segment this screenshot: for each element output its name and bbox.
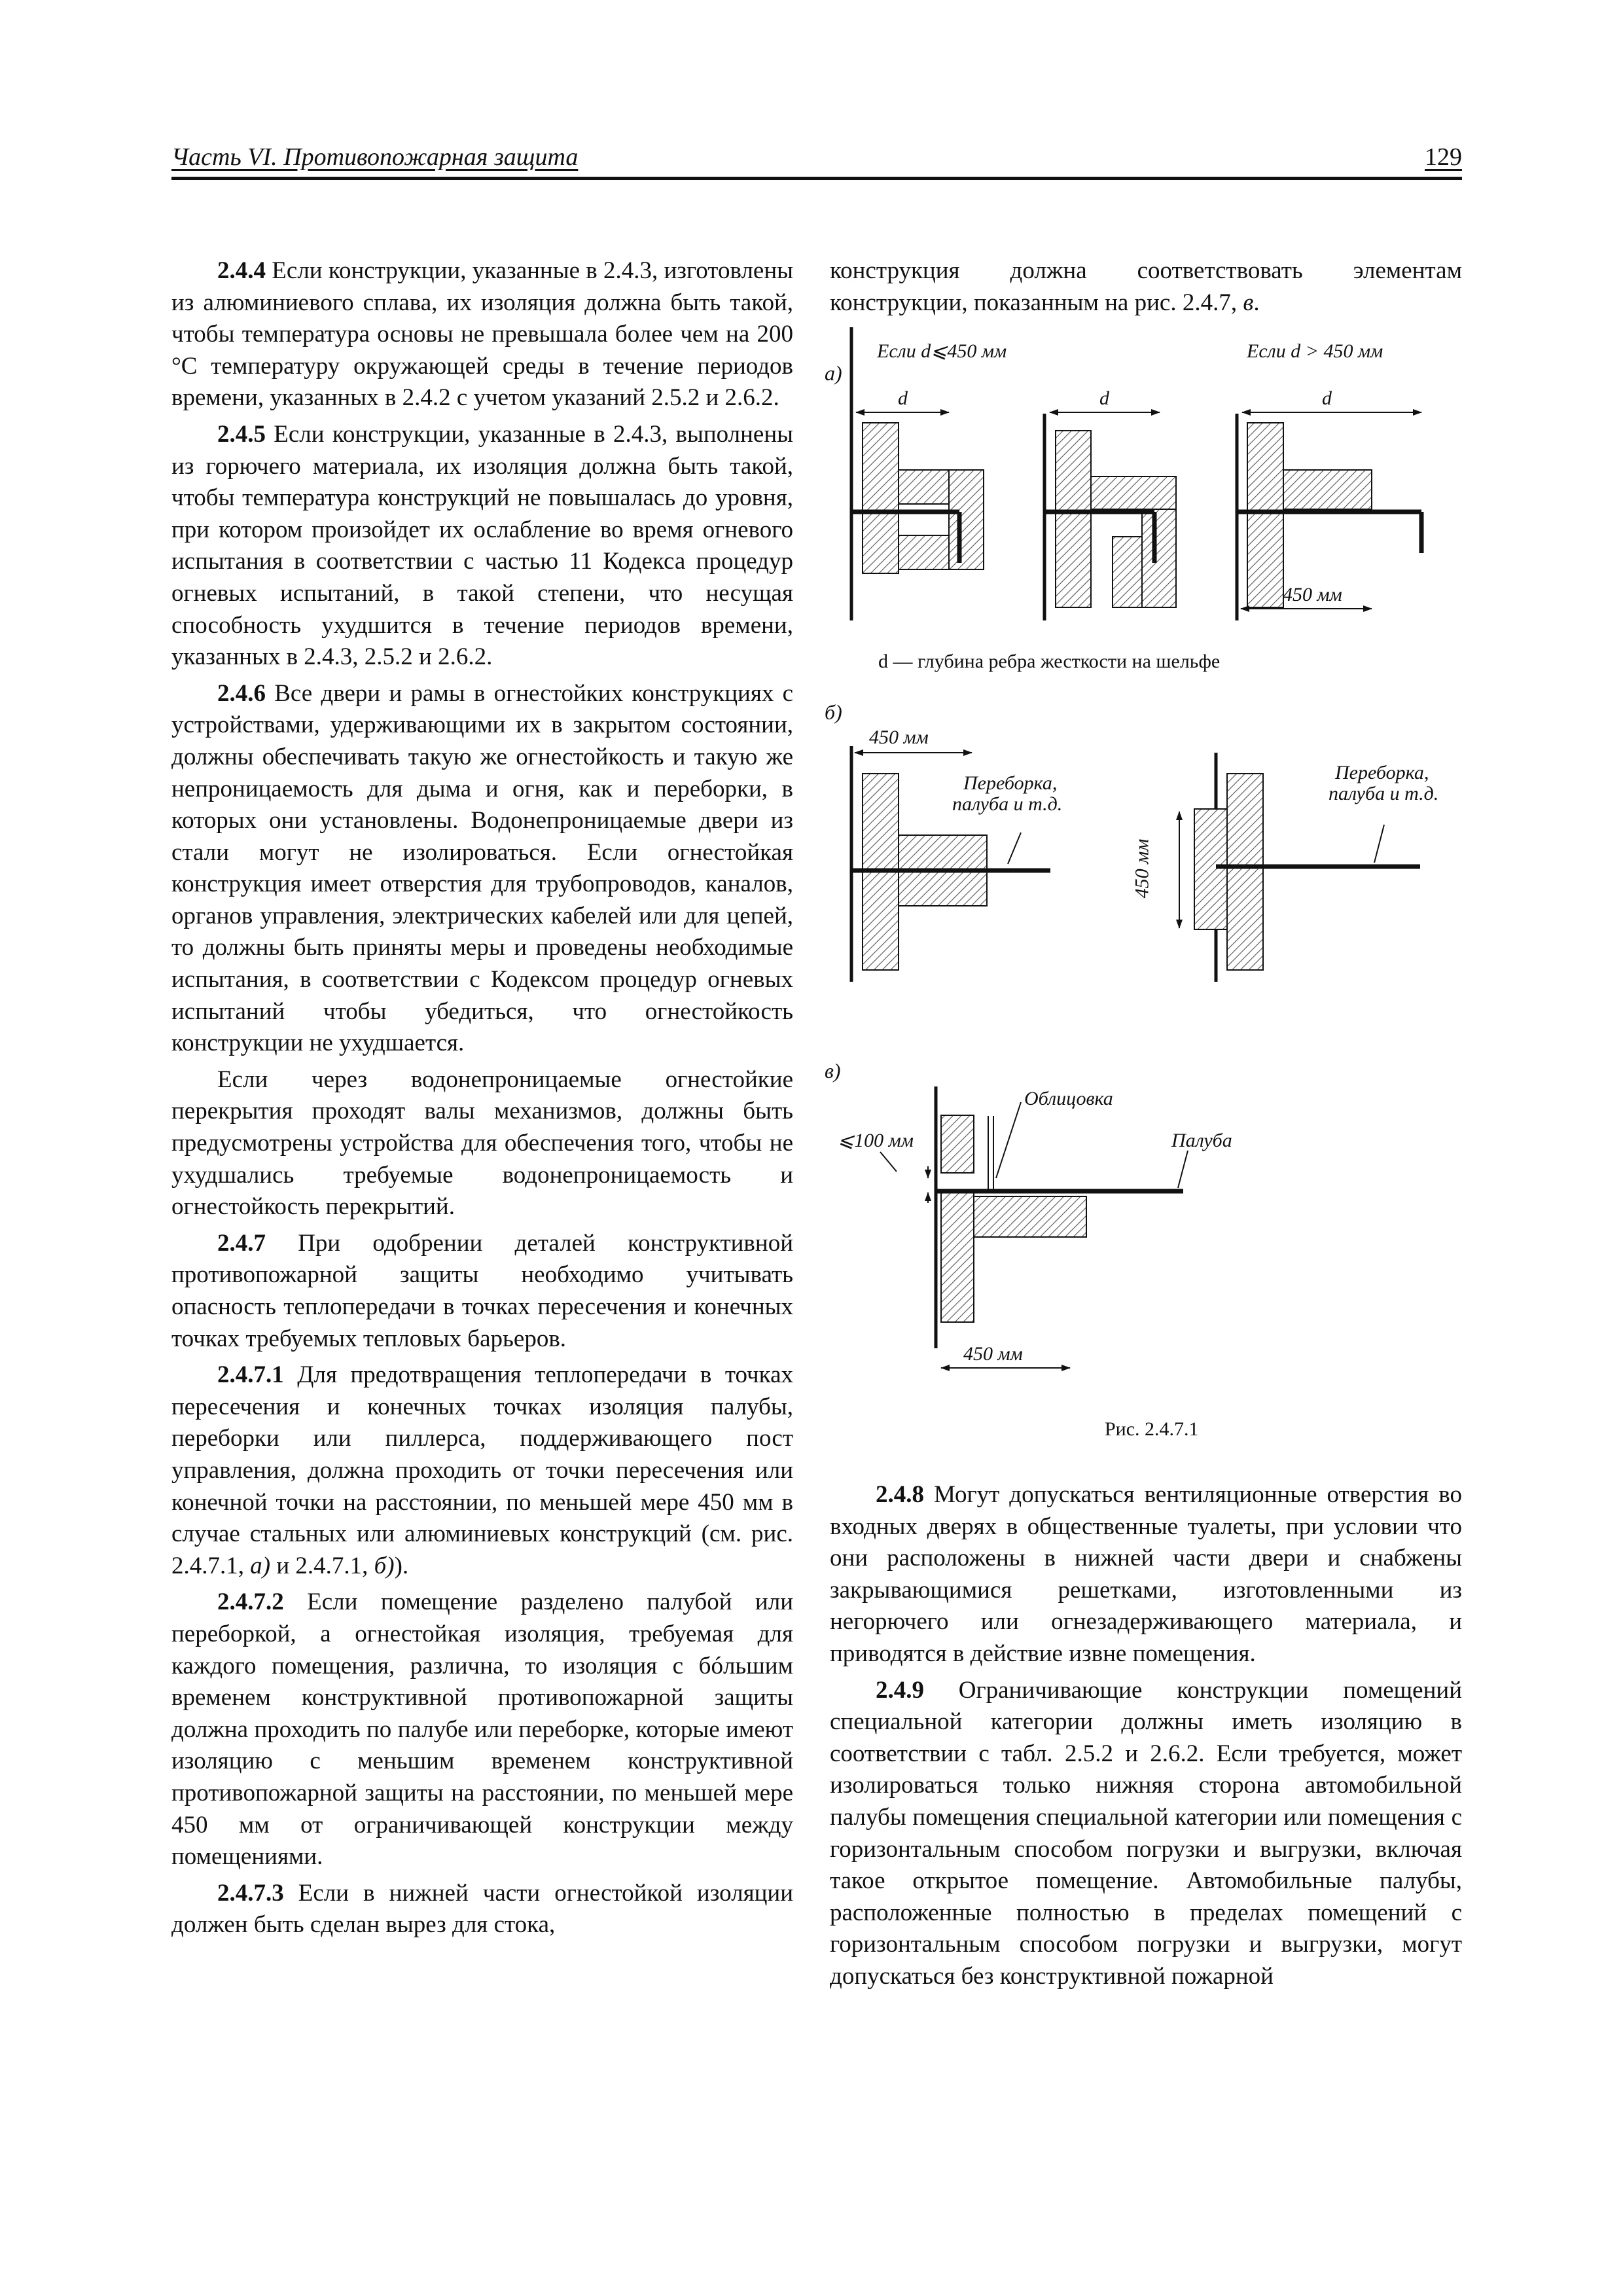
page-header	[171, 139, 1462, 180]
label-v-deck: Палуба	[1171, 1130, 1232, 1151]
left-column	[171, 255, 793, 1946]
paragraph-continuation: конструкция должна соответствовать элементам конструкции, показанным на рис. 2.4.7, в.	[830, 257, 1462, 316]
label-v: в)	[825, 1059, 841, 1083]
label-b-bulkhead-2b: палуба и т.д.	[1329, 783, 1439, 804]
label-b-450-vertical: 450 мм	[1131, 838, 1153, 899]
paragraph-2-4-9: 2.4.9 Ограничивающие конструкции помещений специальной категории должны иметь изоляцию в соответствии с табл. 2.5.2 и 2.6.2. Если требуется, может изолироваться только нижняя сторона автомобильной палубы помещения специальной категории или помещения с горизонтальным способом погрузки и выгрузки, включая такое открытое помещение. Автомобильные палубы, расположенные полностью в пределах помещений с горизонтальным способом погрузки и выгрузки, могут допускаться без конструктивной пожарной	[830, 1676, 1462, 1990]
page-number: 129	[1425, 143, 1462, 171]
paragraph-2-4-5: 2.4.5 Если конструкции, указанные в 2.4.3, выполнены из горючего материала, их изоляция должна быть такой, чтобы температура конструкций не повышалась до уровня, при котором произойдет их ослабление во время огневого испытания в соответствии с частью 11 Кодекса процедур огневых испытаний, в такой степени, что несущая способность ухудшится в течение периодов времени, указанных в 2.4.3, 2.5.2 и 2.6.2.	[171, 420, 793, 671]
label-d-3: d	[1322, 387, 1332, 409]
paragraph-shafts: Если через водонепроницаемые огнестойкие перекрытия проходят валы механизмов, должны быть предусмотрены устройства для обеспечения того, чтобы не ухудшались требуемые водонепроницаемость и огнестойкость перекрытий.	[171, 1066, 793, 1221]
sketch-a2	[1044, 412, 1176, 620]
paragraph-2-4-6: 2.4.6 Все двери и рамы в огнестойких конструкциях с устройствами, удерживающими их в закрытом состоянии, должны обеспечивать такую же огнестойкость и такую же непроницаемость для дыма и огня, как и переборки, в которых они установлены. Водонепроницаемые двери из стали могут не изолироваться. Если огнестойкая конструкция имеет отверстия для трубопроводов, каналов, органов управления, электрических кабелей или для цепей, то должны быть приняты меры и проведены необходимые испытания, в соответствии с Кодексом процедур огневых испытаний чтобы убедиться, что огнестойкость конструкции не ухудшается.	[171, 679, 793, 1057]
label-a: а)	[825, 361, 842, 385]
paragraph-2-4-8: 2.4.8 Могут допускаться вентиляционные отверстия во входных дверях в общественные туалеты, при условии что они расположены в нижней части двери и снабжены закрывающимися решетками, изготовленными из негорючего или огнезадерживающего материала, и приводятся в действие извне помещения.	[830, 1481, 1462, 1667]
label-b-450: 450 мм	[869, 726, 929, 748]
label-d-2: d	[1099, 387, 1109, 409]
paragraph-2-4-7-1: 2.4.7.1 Для предотвращения теплопередачи в точках пересечения и конечных точках изоляция палубы, переборки или пиллерса, поддерживающего пост управления, должна проходить от точки пересечения или конечной точки на расстоянии, по меньшей мере 450 мм в случае стальных или алюминиевых конструкций (см. рис. 2.4.7.1, а) и 2.4.7.1, б)).	[171, 1361, 793, 1579]
label-v-cladding: Облицовка	[1024, 1088, 1113, 1109]
label-a-450: 450 мм	[1283, 584, 1342, 605]
paragraph-2-4-7: 2.4.7 При одобрении деталей конструктивной противопожарной защиты необходимо учитывать опасность теплопередачи в точках пересечения и конечных точках требуемых тепловых барьеров.	[171, 1229, 793, 1352]
right-column-bottom	[830, 1479, 1462, 1998]
figure-caption: Рис. 2.4.7.1	[1105, 1418, 1199, 1440]
running-title: Часть VI. Противопожарная защита	[171, 143, 579, 171]
label-d-1: d	[898, 387, 908, 409]
label-a-cond-right: Если d > 450 мм	[1247, 340, 1383, 362]
label-b-bulkhead-1b: палуба и т.д.	[952, 793, 1063, 815]
label-a-cond-left: Если d⩽450 мм	[877, 340, 1007, 362]
sketch-v	[880, 1086, 1188, 1368]
label-a-caption: d — глубина ребра жесткости на шельфе	[878, 651, 1221, 672]
paragraph-2-4-4: 2.4.4 Если конструкции, указанные в 2.4.3, изготовлены из алюминиевого сплава, их изоляция должна быть такой, чтобы температура основы не превышала более чем на 200 °С температуру окружающей среды в течение периодов времени, указанных в 2.4.2 с учетом указаний 2.5.2 и 2.6.2.	[171, 257, 793, 412]
paragraph-2-4-7-3: 2.4.7.3 Если в нижней части огнестойкой изоляции должен быть сделан вырез для стока,	[171, 1879, 793, 1939]
label-b-bulkhead-2a: Переборка,	[1335, 762, 1429, 783]
paragraph-2-4-7-2: 2.4.7.2 Если помещение разделено палубой или переборкой, а огнестойкая изоляция, требуемая для каждого помещения, различна, то изоляция с бóльшим временем конструктивной противопожарной защиты должна проходить по палубе или переборке, которые имеют изоляцию с меньшим временем конструктивной противопожарной защиты на расстоянии, по меньшей мере 450 мм от ограничивающей конструкции между помещениями.	[171, 1588, 793, 1871]
right-column-top	[830, 255, 1462, 323]
label-b-bulkhead-1a: Переборка,	[963, 772, 1058, 794]
label-v-450: 450 мм	[963, 1343, 1023, 1365]
figure-2-4-7-1	[825, 327, 1472, 1466]
label-v-100: ⩽100 мм	[838, 1130, 914, 1151]
sketch-a1	[851, 327, 984, 620]
label-b: б)	[825, 700, 842, 724]
